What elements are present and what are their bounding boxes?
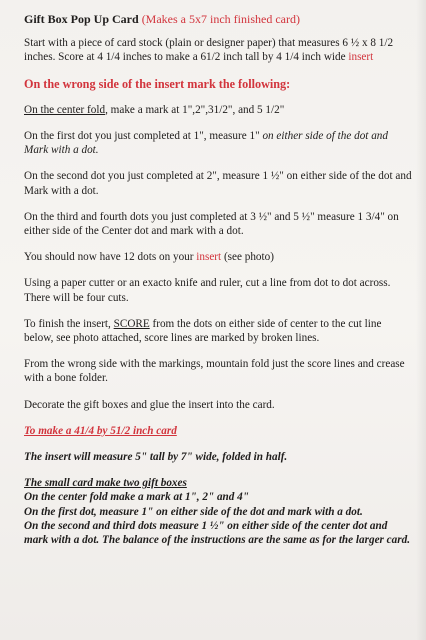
paper-shadow — [416, 0, 426, 640]
small-card-line: On the center fold make a mark at 1", 2" and 4" — [24, 491, 249, 504]
small-card-line: On the first dot, measure 1" on either side of the dot and mark with a dot. — [24, 505, 363, 518]
title-sub: (Makes a 5x7 inch finished card) — [141, 12, 300, 26]
intro-text: Start with a piece of card stock (plain or designer paper) that measures 6 ½ x 8 1/2 inches. Score at 4 1/4 inches to make a 61/2 inch tall by 4 1/4 inch wide — [24, 37, 394, 64]
first-dot-plain: On the first dot you just completed at 1", measure 1" — [24, 130, 263, 143]
score-paragraph — [24, 317, 412, 345]
title-main: Gift Box Pop Up Card — [24, 12, 139, 26]
page-title — [24, 12, 412, 26]
center-fold-rest: , make a mark at 1",2",31/2", and 5 1/2" — [105, 103, 285, 116]
score-before: To finish the insert, — [24, 317, 114, 330]
insert-measure-paragraph: The insert will measure 5" tall by 7" wide, folded in half. — [24, 451, 288, 464]
third-fourth-dots-paragraph: On the third and fourth dots you just completed at 3 ½" and 5 ½" measure 1 3/4" on either side of the Center dot and mark with a dot. — [24, 210, 399, 238]
center-fold-paragraph — [24, 103, 412, 117]
wrong-side-heading: On the wrong side of the insert mark the following: — [24, 76, 291, 91]
first-dot-paragraph — [24, 129, 412, 157]
twelve-dots-before: You should now have 12 dots on your — [24, 251, 197, 264]
small-card-list-heading: The small card make two gift boxes — [24, 477, 187, 490]
intro-insert-word: insert — [348, 51, 374, 64]
twelve-dots-insert-word: insert — [196, 251, 222, 264]
decorate-paragraph: Decorate the gift boxes and glue the insert into the card. — [24, 398, 275, 411]
small-card-line: On the second and third dots measure 1 ½" on either side of the center dot and mark with a dot. The balance of the instructions are the same as for the larger card. — [24, 519, 410, 547]
center-fold-underlined: On the center fold — [24, 103, 106, 116]
twelve-dots-after: (see photo) — [221, 251, 274, 264]
twelve-dots-paragraph — [24, 250, 412, 264]
cut-paragraph: Using a paper cutter or an exacto knife and ruler, cut a line from dot to dot across. There will be four cuts. — [24, 277, 391, 304]
small-card-instructions — [24, 476, 412, 547]
second-dot-paragraph: On the second dot you just completed at 2", measure 1 ½" on either side of the dot and Mark with a dot. — [24, 170, 412, 197]
score-after: from the dots on either side of center to the cut line below, see photo attached, score lines are marked by broken lines. — [24, 317, 382, 345]
small-card-heading: To make a 41/4 by 51/2 inch card — [24, 424, 177, 437]
mountain-fold-paragraph: From the wrong side with the markings, mountain fold just the score lines and crease with a bone folder. — [24, 358, 405, 385]
intro-paragraph — [24, 36, 412, 64]
score-word: SCORE — [113, 317, 150, 330]
first-dot-italic: on either side of the dot and Mark with a dot. — [24, 130, 388, 157]
